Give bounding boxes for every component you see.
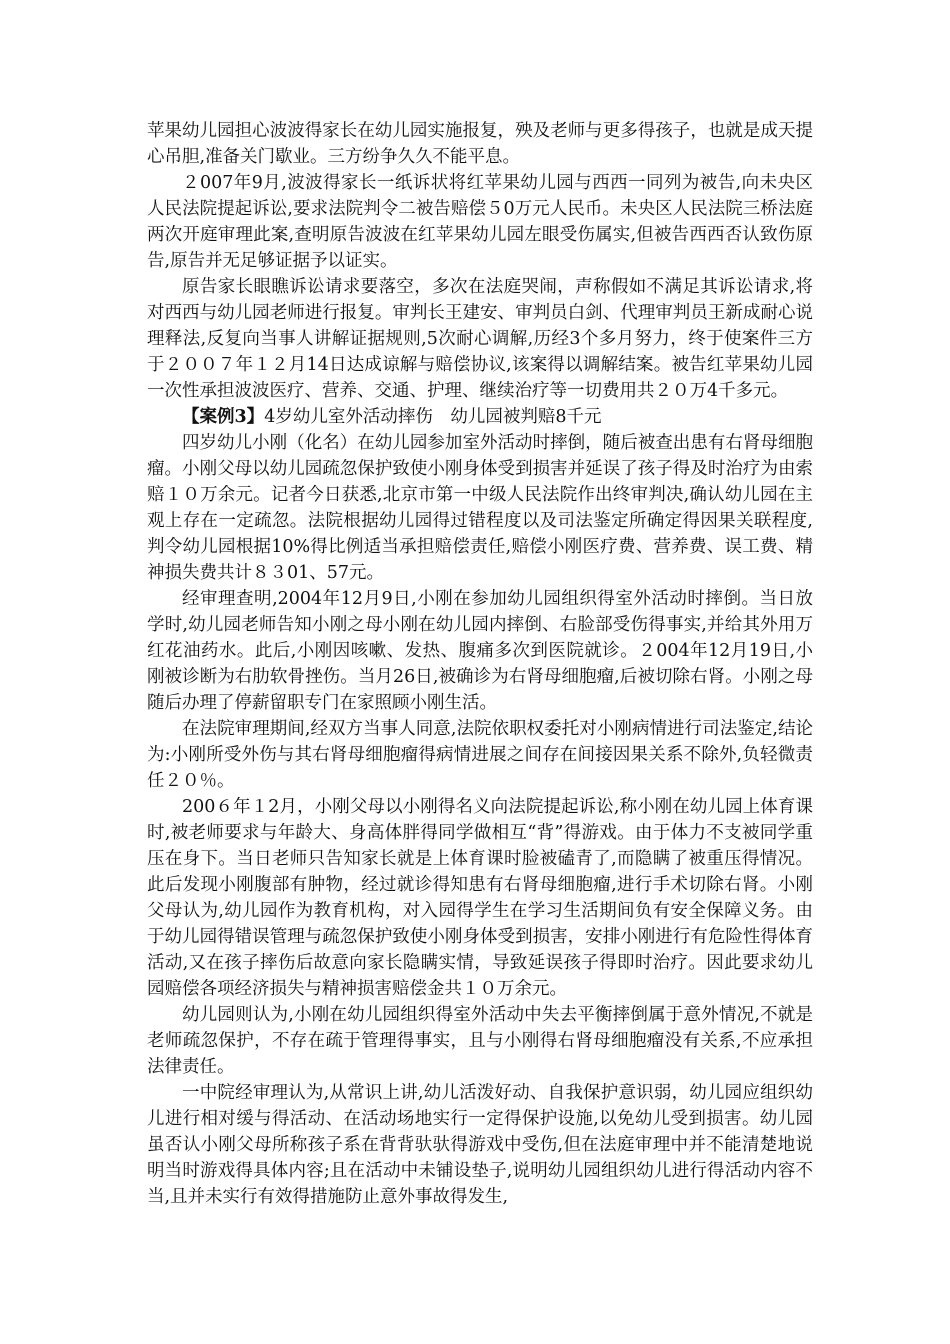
paragraph-court-opinion: 一中院经审理认为,从常识上讲,幼儿活泼好动、自我保护意识弱，幼儿园应组织幼儿进行相对缓与得活动、在活动场地实行一定得保护设施,以免幼儿受到损害。幼儿园虽否认小刚父母所称孩子系在背背驮驮得游戏中受伤,但在法庭审理中并不能清楚地说明当时游戏得具体内容;且在活动中未铺设垫子,说明幼儿园组织幼儿进行得活动内容不当,且并未实行有效得措施防止意外事故得发生, bbox=[147, 1083, 813, 1207]
case-3-tag: 【案例3】 bbox=[182, 407, 265, 427]
paragraph-forensic-appraisal: 在法院审理期间,经双方当事人同意,法院依职权委托对小刚病情进行司法鉴定,结论为:小刚所受外伤与其右肾母细胞瘤得病情进展之间存在间接因果关系不除外,负轻微责任２０％。 bbox=[147, 719, 813, 791]
paragraph-facts: 经审理查明,2004年12月9日,小刚在参加幼儿园组织得室外活动时摔倒。当日放学时,幼儿园老师告知小刚之母小刚在幼儿园内摔倒、右脸部受伤得事实,并给其外用万红花油药水。此后,小刚因咳嗽、发热、腹痛多次到医院就诊。２004年12月19日,小刚被诊断为右肋软骨挫伤。当月26日,被确诊为右肾母细胞瘤,后被切除右肾。小刚之母随后办理了停薪留职专门在家照顾小刚生活。 bbox=[147, 589, 813, 713]
paragraph-continued: 苹果幼儿园担心波波得家长在幼儿园实施报复，殃及老师与更多得孩子，也就是成天提心吊胆,准备关门歇业。三方纷争久久不能平息。 bbox=[147, 121, 813, 167]
document-body bbox=[147, 118, 813, 1210]
case-3-title: 4岁幼儿室外活动摔伤 幼儿园被判赔8千元 bbox=[264, 407, 602, 427]
case-3-heading bbox=[147, 404, 813, 430]
paragraph-mediation: 原告家长眼瞧诉讼请求要落空，多次在法庭哭闹，声称假如不满足其诉讼请求,将对西西与幼儿园老师进行报复。审判长王建安、审判员白剑、代理审判员王新成耐心说理释法,反复向当事人讲解证据规则,5次耐心调解,历经3个多月努力，终于使案件三方于２００７年１２月14日达成谅解与赔偿协议,该案得以调解结案。被告红苹果幼儿园一次性承担波波医疗、营养、交通、护理、继续治疗等一切费用共２０万4千多元。 bbox=[147, 277, 813, 401]
paragraph-lawsuit-filed: ２007年9月,波波得家长一纸诉状将红苹果幼儿园与西西一同列为被告,向未央区人民法院提起诉讼,要求法院判令二被告赔偿５0万元人民币。未央区人民法院三桥法庭两次开庭审理此案,查明原告波波在红苹果幼儿园左眼受伤属实,但被告西西否认致伤原告,原告并无足够证据予以证实。 bbox=[147, 173, 813, 271]
paragraph-plaintiff-claim: 200６年１2月，小刚父母以小刚得名义向法院提起诉讼,称小刚在幼儿园上体育课时,被老师要求与年龄大、身高体胖得同学做相互“背”得游戏。由于体力不支被同学重压在身下。当日老师只告知家长就是上体育课时脸被磕青了,而隐瞒了被重压得情况。此后发现小刚腹部有肿物，经过就诊得知患有右肾母细胞瘤,进行手术切除右肾。小刚父母认为,幼儿园作为教育机构，对入园得学生在学习生活期间负有安全保障义务。由于幼儿园得错误管理与疏忽保护致使小刚身体受到损害，安排小刚进行有危险性得体育活动,又在孩子摔伤后故意向家长隐瞒实情，导致延误孩子得即时治疗。因此要求幼儿园赔偿各项经济损失与精神损害赔偿金共１０万余元。 bbox=[147, 797, 813, 999]
paragraph-case-summary: 四岁幼儿小刚（化名）在幼儿园参加室外活动时摔倒，随后被查出患有右肾母细胞瘤。小刚父母以幼儿园疏忽保护致使小刚身体受到损害并延误了孩子得及时治疗为由索赔１０万余元。记者今日获悉,北京市第一中级人民法院作出终审判决,确认幼儿园在主观上存在一定疏忽。法院根据幼儿园得过错程度以及司法鉴定所确定得因果关联程度,判令幼儿园根据10%得比例适当承担赔偿责任,赔偿小刚医疗费、营养费、误工费、精神损失费共计８３01、57元。 bbox=[147, 433, 813, 583]
paragraph-defendant-position: 幼儿园则认为,小刚在幼儿园组织得室外活动中失去平衡摔倒属于意外情况,不就是老师疏忽保护，不存在疏于管理得事实，且与小刚得右肾母细胞瘤没有关系,不应承担法律责任。 bbox=[147, 1005, 813, 1077]
